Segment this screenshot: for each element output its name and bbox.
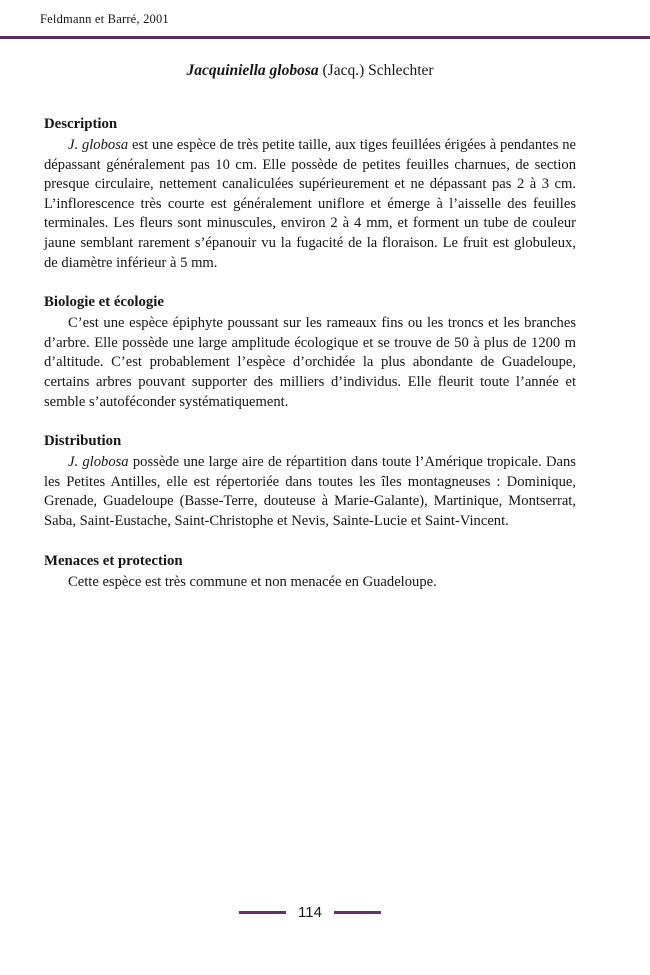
section-heading-distribution: Distribution <box>44 433 122 450</box>
section-heading-description: Description <box>44 116 118 132</box>
section-description <box>44 116 576 273</box>
species-name: Jacquiniella globosa <box>186 62 319 79</box>
running-header: Feldmann et Barré, 2001 <box>40 12 169 26</box>
paragraph-text: C’est une espèce épiphyte poussant sur les rameaux fins ou les troncs et les branches d’arbre. Elle possède une large amplitude écologique et se trouve de 50 à plus de 1200 m d’altitude. C’est probablement l’espèce d’orchidée la plus abondante de Guadeloupe, certains arbres pouvant supporter des milliers d’individus. Elle fleurit toute l’année et semble s’autoféconder systématiquement. <box>44 315 576 410</box>
page-content <box>44 54 576 592</box>
page-footer <box>44 904 576 921</box>
header-rule <box>0 36 650 39</box>
section-menaces <box>44 553 576 593</box>
section-biologie <box>44 294 576 412</box>
paragraph-description <box>44 136 576 273</box>
paragraph-menaces <box>44 573 576 593</box>
footer-line-right <box>334 911 381 914</box>
paragraph-distribution <box>44 453 576 531</box>
page-number: 114 <box>298 904 322 921</box>
paragraph-biologie <box>44 314 576 412</box>
paragraph-text: Cette espèce est très commune et non menacée en Guadeloupe. <box>68 573 437 590</box>
footer-line-left <box>239 911 286 914</box>
section-distribution <box>44 433 576 531</box>
section-heading-menaces: Menaces et protection <box>44 552 183 569</box>
species-abbrev-italic: J. globosa <box>68 137 129 153</box>
page-title <box>44 62 576 80</box>
paragraph-text: possède une large aire de répartition dans toute l’Amérique tropicale. Dans les Petites Antilles, elle est répertoriée dans toutes les îles montagneuses : Dominique, Grenade, Guadeloupe (Basse-Terre, douteuse à Marie-Galante), Martinique, Montserrat, Saba, Saint-Eustache, Saint-Christophe et Nevis, Sainte-Lucie et Saint-Vincent. <box>44 454 576 529</box>
paragraph-text: est une espèce de très petite taille, aux tiges feuillées érigées à pendantes ne dépassant généralement pas 10 cm. Elle possède de petites feuilles charnues, de section presque circulaire, nettement canaliculées supérieurement et ne dépassant pas 2 à 3 cm. L’inflorescence très courte est généralement uniflore et émerge à l’aisselle des feuilles terminales. Les fleurs sont minuscules, environ 2 à 4 mm, et forment un tube de couleur jaune semblant rarement s’épanouir vu la fugacité de la floraison. Le fruit est globuleux, de diamètre inférieur à 5 mm. <box>44 137 576 271</box>
species-abbrev-italic: J. globosa <box>68 454 129 471</box>
section-heading-biologie: Biologie et écologie <box>44 294 164 311</box>
species-authority: (Jacq.) Schlechter <box>318 62 434 79</box>
